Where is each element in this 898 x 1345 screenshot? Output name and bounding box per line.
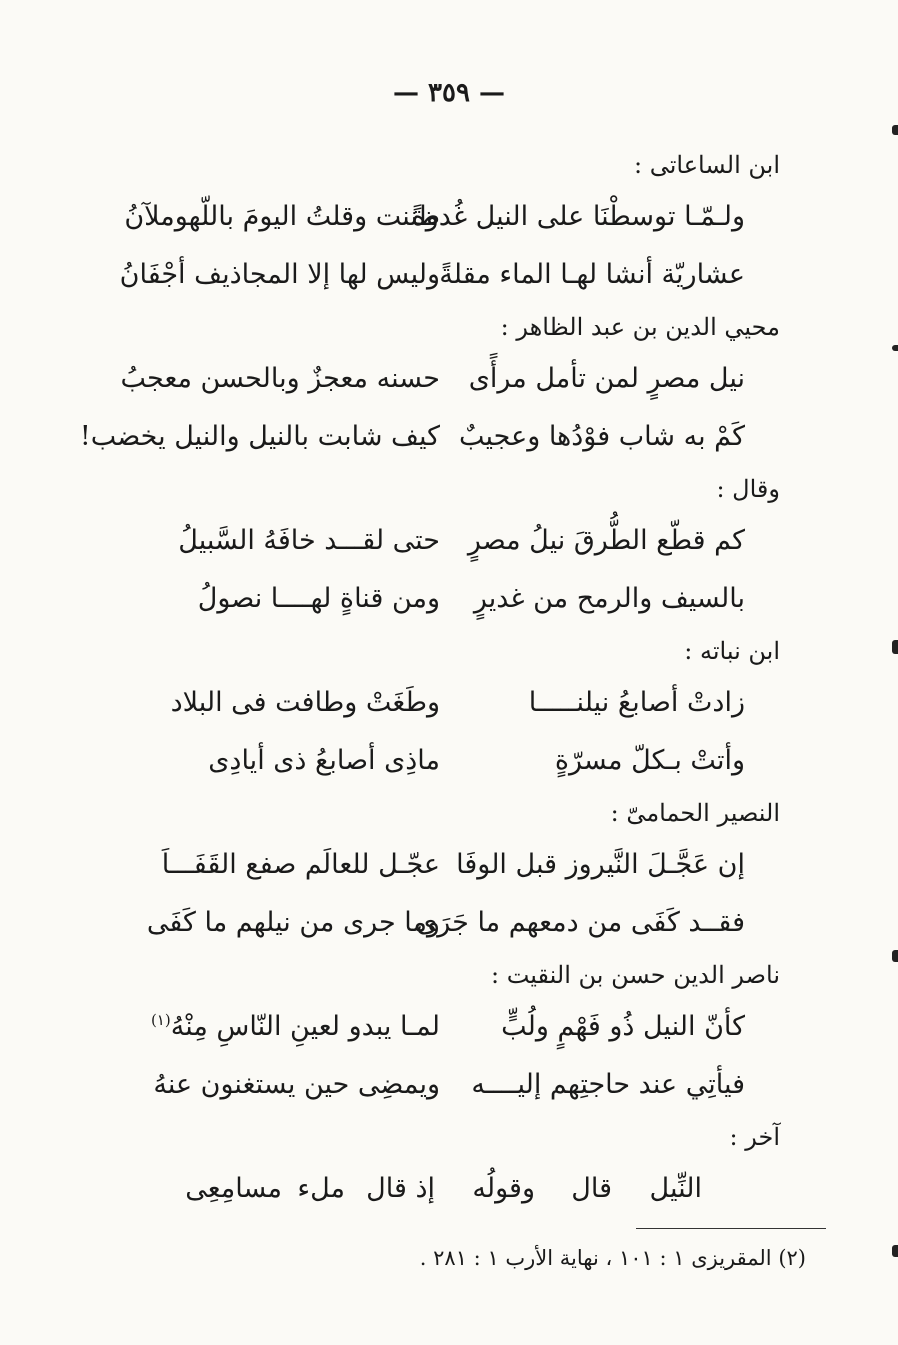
verse-line — [150, 570, 780, 628]
second-hemistich: وطَغَتْ وطافت فى البلاد — [170, 687, 440, 718]
verse-word: وقولُه — [472, 1173, 535, 1204]
first-hemistich: ولـمّـا توسطْنَا على النيل غُدوةً — [411, 201, 745, 232]
verse-line — [150, 836, 780, 894]
first-hemistich: كم قطّع الطُّرقَ نيلُ مصرٍ — [467, 525, 745, 556]
poet-heading: ابن الساعاتى : — [634, 151, 780, 179]
verse-line — [79, 408, 780, 466]
footnote-marker: (١) — [150, 1011, 171, 1029]
first-hemistich: نيل مصرٍ لمن تأمل مرأًى — [468, 363, 745, 394]
poet-heading: النصير الحمامىّ : — [610, 799, 780, 827]
verse-line — [150, 512, 780, 570]
first-hemistich: زادتْ أصابعُ نيلنـــــا — [528, 687, 745, 718]
poet-heading: محيي الدين بن عبد الظاهر : — [500, 313, 780, 341]
second-hemistich — [140, 998, 440, 1056]
verse-word: مسامِعِى — [185, 1173, 282, 1204]
first-hemistich: بالسيف والرمح من غديرٍ — [473, 583, 745, 614]
single-verse-line — [150, 1160, 780, 1218]
page-edge-mark — [892, 1245, 898, 1257]
verse-word: إذ قال — [366, 1173, 435, 1204]
first-hemistich: فقــد كَفَى من دمعهم ما جَرَى — [416, 907, 745, 938]
verse-line — [150, 998, 780, 1056]
poet-heading: ناصر الدين حسن بن النقيت : — [490, 961, 780, 989]
poet-heading: ابن نباته : — [684, 637, 780, 665]
footnote-divider — [636, 1228, 826, 1229]
verse-line — [150, 674, 780, 732]
second-hemistich: حسنه معجزٌ وبالحسن معجبُ — [120, 363, 440, 394]
second-hemistich: حتى لقـــد خافَهُ السَّبيلُ — [178, 525, 440, 556]
second-hemistich: وليس لها إلا المجاذيف أجْفَانُ — [119, 259, 440, 290]
footnote: (٢) المقريزى ١ : ١٠١ ، نهاية الأرب ١ : ٢٨١ . — [419, 1246, 806, 1270]
page-edge-mark — [892, 950, 898, 962]
poet-heading: وقال : — [716, 475, 780, 503]
verse-line — [146, 894, 780, 952]
second-hemistich: ظننت وقلتُ اليومَ باللّهوملآنُ — [124, 201, 440, 232]
verse-line — [150, 1056, 780, 1114]
poet-heading: آخر : — [729, 1123, 780, 1151]
first-hemistich: عشاريّة أنشا لهـا الماء مقلةً — [439, 259, 745, 290]
verse-line — [119, 246, 780, 304]
page-edge-mark — [892, 125, 898, 135]
first-hemistich: فيأتِي عند حاجتِهم إليــــه — [471, 1069, 745, 1100]
second-hemistich: عجّـل للعالَم صفع القَفَـــاَ — [161, 849, 440, 880]
verse-word: النِّيل — [649, 1173, 702, 1204]
second-hemistich: وما جرى من نيلهم ما كَفَى — [146, 907, 440, 938]
first-hemistich: كَمْ به شاب فوْدُها وعجيبٌ — [459, 421, 745, 452]
first-hemistich: كأنّ النيل ذُو فَهْمٍ ولُبٍّ — [501, 1011, 745, 1042]
second-hemistich: ومن قناةٍ لهــــا نصولُ — [197, 583, 440, 614]
verse-line — [124, 188, 780, 246]
second-hemistich-text: لمـا يبدو لعينِ النّاسِ مِنْهُ — [170, 1011, 440, 1042]
page-edge-mark — [892, 345, 898, 351]
second-hemistich: ويمضِى حين يستغنون عنهُ — [153, 1069, 440, 1100]
second-hemistich: كيف شابت بالنيل والنيل يخضب! — [79, 421, 440, 452]
verse-word: ملء — [297, 1173, 345, 1204]
first-hemistich: إن عَجَّـلَ النَّيروز قبل الوفَا — [456, 849, 745, 880]
verse-line — [150, 732, 780, 790]
second-hemistich: ماذِى أصابعُ ذى أيادِى — [208, 745, 440, 776]
verse-line — [120, 350, 780, 408]
page-edge-mark — [892, 640, 898, 654]
poetry-body — [79, 142, 780, 1218]
first-hemistich: وأتتْ بـكلّ مسرّةٍ — [554, 745, 745, 776]
verse-word: قال — [571, 1173, 612, 1204]
page-number: — ٣٥٩ — — [392, 78, 506, 108]
